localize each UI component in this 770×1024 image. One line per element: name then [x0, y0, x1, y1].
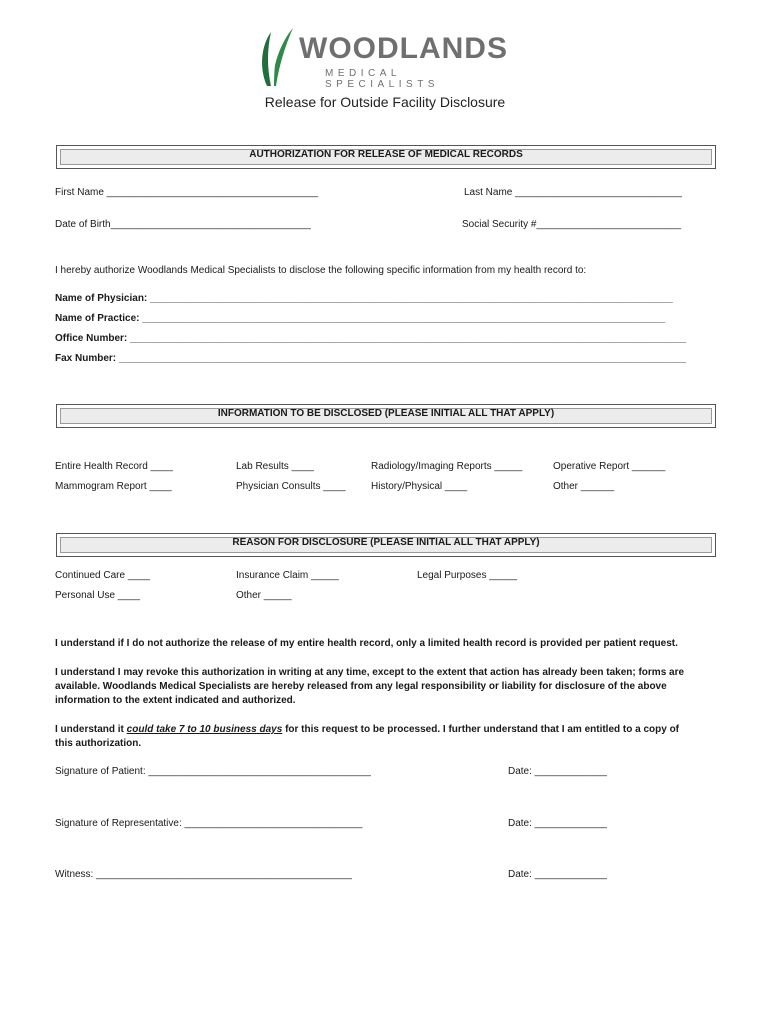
patient-signature-date-field[interactable]: Date: _____________: [508, 766, 607, 777]
info-other-field[interactable]: Other ______: [553, 481, 615, 492]
section-label: REASON FOR DISCLOSURE (PLEASE INITIAL ALL THAT APPLY): [232, 537, 540, 548]
leaf-icon: [255, 24, 295, 90]
woodlands-logo: [255, 24, 515, 94]
section-authorization-header: [56, 145, 716, 169]
section-label: INFORMATION TO BE DISCLOSED (PLEASE INITIAL ALL THAT APPLY): [217, 408, 555, 419]
statement-processing-pre: I understand it: [55, 724, 127, 735]
section-label: AUTHORIZATION FOR RELEASE OF MEDICAL RECORDS: [249, 149, 523, 160]
logo-brand-text: WOODLANDS: [299, 32, 508, 65]
representative-signature-date-field[interactable]: Date: _____________: [508, 818, 607, 829]
radiology-imaging-field[interactable]: Radiology/Imaging Reports _____: [371, 461, 523, 472]
practice-name-field[interactable]: Name of Practice: ______________________________________________________________________________________________: [55, 313, 666, 324]
fax-number-field[interactable]: Fax Number: ______________________________________________________________________________________________________: [55, 353, 687, 364]
lab-results-field[interactable]: Lab Results ____: [236, 461, 314, 472]
processing-time-emphasis: could take 7 to 10 business days: [126, 724, 283, 735]
reason-other-field[interactable]: Other _____: [236, 590, 292, 601]
authorize-statement: I hereby authorize Woodlands Medical Specialists to disclose the following specific information from my health record to:: [55, 265, 587, 276]
office-number-field[interactable]: Office Number: ____________________________________________________________________________________________________: [55, 333, 687, 344]
logo-sub-text: MEDICAL SPECIALISTS: [325, 68, 439, 90]
document-title: Release for Outside Facility Disclosure: [264, 94, 506, 110]
statement-revoke-line2: available. Woodlands Medical Specialists are hereby released from any legal responsibility or liability for disclosure of the above: [55, 681, 667, 692]
witness-signature-field[interactable]: Witness: ______________________________________________: [55, 869, 352, 880]
operative-report-field[interactable]: Operative Report ______: [553, 461, 666, 472]
entire-health-record-field[interactable]: Entire Health Record ____: [55, 461, 173, 472]
physician-name-field[interactable]: Name of Physician: ______________________________________________________________________________________________: [55, 293, 673, 304]
insurance-claim-field[interactable]: Insurance Claim _____: [236, 570, 339, 581]
section-reason-header: [56, 533, 716, 557]
physician-consults-field[interactable]: Physician Consults ____: [236, 481, 346, 492]
statement-limited-record: I understand if I do not authorize the release of my entire health record, only a limited health record is provided per patient request.: [55, 638, 678, 649]
representative-signature-field[interactable]: Signature of Representative: ________________________________: [55, 818, 363, 829]
first-name-field[interactable]: First Name ______________________________________: [55, 187, 319, 198]
legal-purposes-field[interactable]: Legal Purposes _____: [417, 570, 518, 581]
ssn-field[interactable]: Social Security #__________________________: [462, 219, 682, 230]
statement-processing-post: for this request to be processed. I further understand that I am entitled to a copy of: [282, 724, 680, 735]
statement-processing-line1: [55, 724, 679, 735]
witness-signature-date-field[interactable]: Date: _____________: [508, 869, 607, 880]
continued-care-field[interactable]: Continued Care ____: [55, 570, 151, 581]
section-information-header: [56, 404, 716, 428]
mammogram-report-field[interactable]: Mammogram Report ____: [55, 481, 172, 492]
patient-signature-field[interactable]: Signature of Patient: ________________________________________: [55, 766, 371, 777]
last-name-field[interactable]: Last Name ______________________________: [464, 187, 682, 198]
date-of-birth-field[interactable]: Date of Birth____________________________________: [55, 219, 311, 230]
history-physical-field[interactable]: History/Physical ____: [371, 481, 468, 492]
personal-use-field[interactable]: Personal Use ____: [55, 590, 141, 601]
statement-revoke-line3: information to the extent indicated and authorized.: [55, 695, 296, 706]
statement-revoke-line1: I understand I may revoke this authorization in writing at any time, except to the extent that action has already been taken; forms are: [55, 667, 685, 678]
statement-processing-line2: this authorization.: [55, 738, 142, 749]
